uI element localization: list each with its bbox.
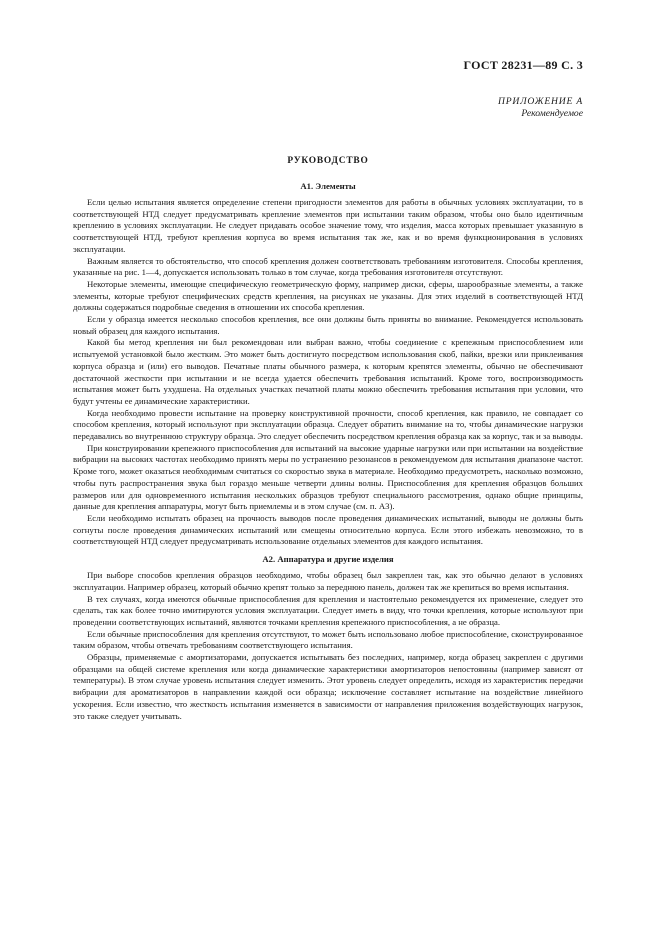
paragraph: Образцы, применяемые с амортизаторами, допускается испытывать без последних, например, когда образец закреплен с другими образцами на общей системе крепления или когда динамические характеристики амортизаторов непостоянны (например зависят от температуры). В этом случае уровень испытания следует изменить. Этот уровень следует определить, исходя из характеристик передачи вибрации для ароматизаторов в направлении каждой оси образца; исключение составляет испытание на воздействие линейного ускорения. Если известно, что жесткость испытания изменяется в зависимости от направления приложения воздействующих нагрузок, это также следует учитывать. <box>73 652 583 721</box>
appendix-status: Рекомендуемое <box>521 108 583 119</box>
paragraph: При конструировании крепежного приспособления для испытаний на высокие ударные нагрузки или при испытании на воздействие вибрации на высоких частотах необходимо принять меры по устранению резонансов в рекомендуемом для испытания диапазоне частот. Кроме того, может оказаться необходимым считаться со скоростью звука в материале. Необходимо предусмотреть, насколько возможно, чтобы путь распространения звука был гораздо меньше четверти длины волны. Приспособления для крепления образцов больших размеров или для одновременного испытания нескольких образцов требуют специального рассмотрения, однако общие принципы, данные для крепления аппаратуры, могут быть приемлемы и в этом случае (см. п. А3). <box>73 442 583 512</box>
paragraph: В тех случаях, когда имеются обычные приспособления для крепления и настоятельно рекомендуется их применение, следует это сделать, так как более точно имитируются условия эксплуатации. Следует иметь в виду, что точки крепления, которые используют при проведении соответствующих испытаний, являются точками крепления крепежного приспособления, а не образца. <box>73 593 583 627</box>
appendix-block <box>498 96 583 120</box>
appendix-label: ПРИЛОЖЕНИЕ А <box>497 96 583 107</box>
paragraph: Какой бы метод крепления ни был рекомендован или выбран важно, чтобы соединение с крепежным приспособлением или испытуемой установкой было жестким. Это может быть достигнуто посредством использования скоб, пайки, врезки или приклеивания корпуса образца и (или) его выводов. Печатные платы обычного размера, к которым крепятся элементы, обычно не обеспечивают достаточной жесткости при испытании и не всегда удается обеспечить требования испытаний. Кроме того, воспроизводимость испытания может быть ухудшена. На отдельных участках печатной платы можно обеспечить требования испытания при условии, что будут учтены ее динамические характеристики. <box>73 337 583 406</box>
section-heading: А2. Аппаратура и другие изделия <box>262 554 394 565</box>
paragraph: Когда необходимо провести испытание на проверку конструктивной прочности, способ крепления, как правило, не совпадает со способом крепления, который используют при эксплуатации образца. Следует обратить внимание на то, чтобы динамические нагрузки передавались во внутреннюю структуру образца. Это следует обеспечить посредством крепления образца как за корпус, так и за выводы. <box>73 407 583 442</box>
section-elements <box>73 181 583 548</box>
paragraph: Если обычные приспособления для крепления отсутствуют, то может быть использовано любое приспособление, сконструированное таким образом, чтобы отвечать требованиям соответствующего испытания. <box>73 628 583 651</box>
document-body <box>73 155 583 722</box>
paragraph: При выборе способов крепления образцов необходимо, чтобы образец был закреплен так, как это обычно делают в условиях эксплуатации. Например образец, который обычно крепят только за переднюю панель, должен так же крепиться во время испытания. <box>73 570 583 592</box>
paragraph: Если у образца имеется несколько способов крепления, все они должны быть приняты во внимание. Рекомендуется использовать новый образец для каждого испытания. <box>73 314 583 336</box>
document-title: РУКОВОДСТВО <box>287 156 369 166</box>
paragraph: Если необходимо испытать образец на прочность выводов после проведения динамических испытаний, выводы не должны быть согнуты после проведения динамических испытаний или смещены относительно корпуса. Если этого избежать невозможно, то в соответствующей НТД следует предусматривать использование отдельных элементов для каждого испытания. <box>73 512 583 547</box>
section-equipment <box>73 554 583 722</box>
standard-code: ГОСТ 28231—89 С. 3 <box>463 58 583 72</box>
paragraph: Важным является то обстоятельство, что способ крепления должен соответствовать требованиям изготовителя. Способы крепления, указанные на рис. 1—4, допускается использовать только в том случае, когда требования изготовителя отсутствуют. <box>73 255 583 278</box>
paragraph: Некоторые элементы, имеющие специфическую геометрическую форму, например диски, сферы, шарообразные элементы, а также элементы, которые требуют специфических средств крепления, на рисунках не указаны. Для этих изделий в соответствующей НТД должны содержаться подробные сведения в отношении их способа крепления. <box>73 278 583 313</box>
paragraph: Если целью испытания является определение степени пригодности элементов для работы в обычных условиях эксплуатации, то в соответствующей НТД следует предусматривать крепление элементов при испытании таким образом, чтобы оно было идентичным креплению в условиях эксплуатации. Не следует придавать особое значение тому, что изделия, масса которых превышает указанную в соответствующей НТД, требуют крепления корпуса во время испытания так же, как и во время функционирования в условиях эксплуатации. <box>73 197 583 254</box>
section-heading: А1. Элементы <box>300 181 356 191</box>
